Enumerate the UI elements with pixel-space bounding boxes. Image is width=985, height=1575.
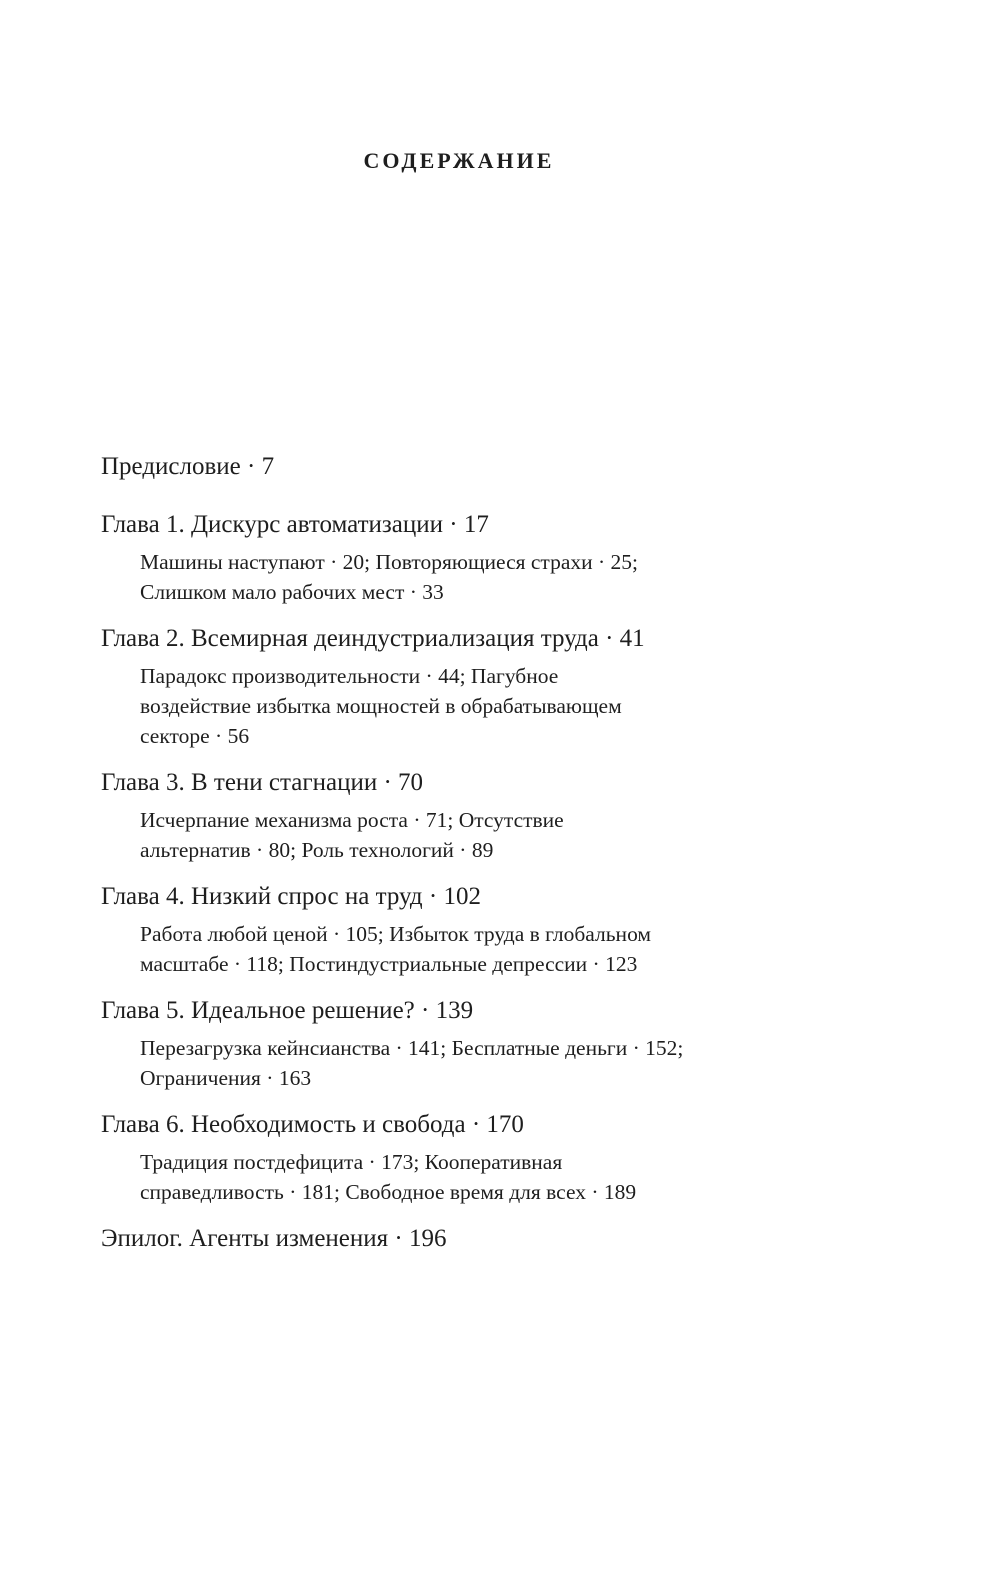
toc-chapter [101, 881, 861, 979]
chapter-sections [101, 805, 861, 865]
section-line: воздействие избытка мощностей в обрабатывающем [140, 694, 622, 718]
chapter-sections [101, 547, 861, 607]
toc-chapter [101, 509, 861, 607]
section-line: альтернатив · 80; Роль технологий · 89 [140, 838, 494, 862]
chapter-heading: Глава 1. Дискурс автоматизации · 17 [101, 511, 489, 538]
table-of-contents [101, 451, 861, 1255]
chapter-sections [101, 919, 861, 979]
toc-chapter [101, 767, 861, 865]
chapter-sections [101, 661, 861, 751]
toc-chapter [101, 995, 861, 1093]
section-line: Перезагрузка кейнсианства · 141; Бесплатные деньги · 152; [140, 1036, 684, 1060]
section-line: Парадокс производительности · 44; Пагубное [140, 664, 559, 688]
chapter-heading: Глава 3. В тени стагнации · 70 [101, 769, 424, 796]
section-line: Ограничения · 163 [140, 1066, 312, 1090]
toc-chapter [101, 1109, 861, 1207]
section-line: Исчерпание механизма роста · 71; Отсутствие [140, 808, 564, 832]
section-line: секторе · 56 [140, 724, 250, 748]
chapter-heading: Глава 6. Необходимость и свобода · 170 [101, 1111, 524, 1138]
chapter-sections [101, 1147, 861, 1207]
section-line: справедливость · 181; Свободное время для всех · 189 [140, 1180, 637, 1204]
chapter-heading: Глава 2. Всемирная деиндустриализация труда · 41 [101, 625, 645, 652]
chapter-sections [101, 1033, 861, 1093]
chapter-list [101, 509, 861, 1207]
toc-entry-epilogue: Эпилог. Агенты изменения · 196 [101, 1225, 447, 1252]
section-line: масштабе · 118; Постиндустриальные депрессии · 123 [140, 952, 638, 976]
chapter-heading: Глава 5. Идеальное решение? · 139 [101, 997, 474, 1024]
section-line: Работа любой ценой · 105; Избыток труда в глобальном [140, 922, 652, 946]
section-line: Традиция постдефицита · 173; Кооперативная [140, 1150, 563, 1174]
page-title: СОДЕРЖАНИЕ [363, 148, 555, 173]
section-line: Машины наступают · 20; Повторяющиеся страхи · 25; [140, 550, 639, 574]
toc-chapter [101, 623, 861, 751]
chapter-heading: Глава 4. Низкий спрос на труд · 102 [101, 883, 481, 910]
toc-entry-preface: Предисловие · 7 [101, 453, 275, 480]
section-line: Слишком мало рабочих мест · 33 [140, 580, 444, 604]
